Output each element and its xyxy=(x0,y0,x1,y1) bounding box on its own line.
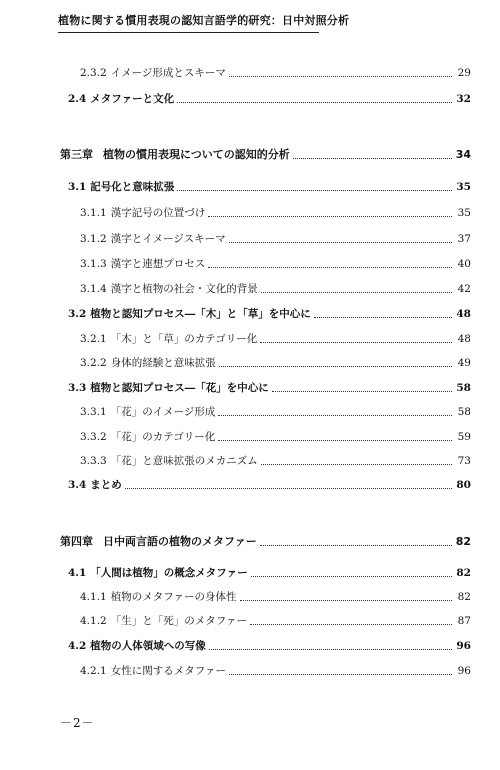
dot-leader xyxy=(177,190,452,191)
dot-leader xyxy=(229,242,452,243)
toc-label: 記号化と意味拡張 xyxy=(90,181,175,193)
dot-leader xyxy=(208,267,452,268)
toc-page-number: 96 xyxy=(457,665,471,677)
toc-label: 漢字と植物の社会・文化的背景 xyxy=(110,283,258,295)
toc-entry xyxy=(68,478,471,492)
dot-leader xyxy=(177,102,452,103)
dot-leader xyxy=(218,415,452,416)
toc-page-number: 49 xyxy=(457,357,471,369)
toc-entry xyxy=(68,639,471,653)
toc-entry xyxy=(80,405,471,419)
dot-leader xyxy=(229,674,452,675)
toc-page-number: 82 xyxy=(455,535,471,548)
toc-number: 2.3.2 xyxy=(80,67,107,79)
toc-number: 3.3.3 xyxy=(80,455,107,467)
dot-leader xyxy=(208,216,452,217)
toc-page-number: 48 xyxy=(456,308,471,320)
dot-leader xyxy=(125,488,452,489)
toc-page-number: 59 xyxy=(457,431,471,443)
toc-number: 3.1.2 xyxy=(80,233,107,245)
toc-entry xyxy=(68,92,471,106)
toc-entry xyxy=(68,180,471,194)
page-number: －2－ xyxy=(60,716,95,730)
toc-label: 植物と認知プロセス―「花」を中心に xyxy=(90,382,269,394)
dot-leader xyxy=(261,464,452,465)
toc-number: 3.2 xyxy=(68,308,87,320)
toc-label: 「木」と「草」のカテゴリー化 xyxy=(110,333,258,345)
toc-label: イメージ形成とスキーマ xyxy=(110,67,226,79)
toc-number: 3.1.3 xyxy=(80,258,107,270)
toc-entry xyxy=(68,381,471,395)
toc-entry xyxy=(80,282,471,296)
toc-label: 「花」のカテゴリー化 xyxy=(110,431,216,443)
toc-entry xyxy=(80,66,471,80)
dot-leader xyxy=(250,624,452,625)
toc-number: 第三章 xyxy=(60,148,93,161)
toc-entry xyxy=(80,664,471,678)
running-header: 植物に関する慣用表現の認知言語学的研究：日中対照分析 xyxy=(58,12,319,33)
toc-label: 漢字と連想プロセス xyxy=(110,258,206,270)
toc-number: 3.4 xyxy=(68,479,87,491)
toc-number: 4.1.1 xyxy=(80,591,107,603)
toc-number: 3.3 xyxy=(68,382,87,394)
toc-entry xyxy=(80,206,471,220)
dot-leader xyxy=(272,391,452,392)
toc-number: 3.3.1 xyxy=(80,406,107,418)
dot-leader xyxy=(229,76,452,77)
toc-entry xyxy=(68,307,471,321)
toc-entry xyxy=(68,566,471,580)
toc-number: 3.3.2 xyxy=(80,431,107,443)
toc-page-number: 82 xyxy=(457,591,471,603)
toc-entry xyxy=(60,148,471,162)
toc-label: 「花」のイメージ形成 xyxy=(110,406,216,418)
dot-leader xyxy=(219,366,452,367)
toc-number: 4.1.2 xyxy=(80,615,107,627)
toc-page-number: 87 xyxy=(457,615,471,627)
toc-page-number: 58 xyxy=(457,406,471,418)
toc-entry xyxy=(80,257,471,271)
toc-number: 3.1.1 xyxy=(80,207,107,219)
toc-number: 3.2.2 xyxy=(80,357,107,369)
dot-leader xyxy=(240,600,452,601)
toc-page-number: 58 xyxy=(456,382,471,394)
dot-leader xyxy=(314,317,452,318)
toc-number: 4.2 xyxy=(68,640,87,652)
toc-page-number: 73 xyxy=(457,455,471,467)
dot-leader xyxy=(293,158,452,159)
toc-number: 3.1.4 xyxy=(80,283,107,295)
toc-label: 「人間は植物」の概念メタファー xyxy=(90,567,248,579)
toc-label: 植物と認知プロセス―「木」と「草」を中心に xyxy=(90,308,311,320)
toc-label: 日中両言語の植物のメタファー xyxy=(103,535,257,548)
toc-page-number: 82 xyxy=(456,567,471,579)
dot-leader xyxy=(260,342,452,343)
toc-page-number: 35 xyxy=(456,181,471,193)
toc-label: メタファーと文化 xyxy=(90,93,175,105)
toc-entry xyxy=(80,590,471,604)
dot-leader xyxy=(218,440,452,441)
toc-page-number: 40 xyxy=(457,258,471,270)
toc-entry xyxy=(80,454,471,468)
toc-page-number: 34 xyxy=(455,148,471,161)
toc-number: 4.1 xyxy=(68,567,87,579)
toc-entry xyxy=(80,332,471,346)
toc-label: 漢字とイメージスキーマ xyxy=(110,233,226,245)
toc-label: 漢字記号の位置づけ xyxy=(110,207,206,219)
toc-label: 植物の人体領域への写像 xyxy=(90,640,206,652)
toc-entry xyxy=(80,430,471,444)
dot-leader xyxy=(251,576,452,577)
toc-entry xyxy=(80,356,471,370)
toc-number: 3.2.1 xyxy=(80,333,107,345)
toc-page-number: 29 xyxy=(457,67,471,79)
toc-page-number: 80 xyxy=(456,479,471,491)
toc-number: 3.1 xyxy=(68,181,87,193)
toc-entry xyxy=(80,232,471,246)
toc-page-number: 35 xyxy=(457,207,471,219)
toc-label: まとめ xyxy=(90,479,122,491)
toc-page-number: 48 xyxy=(457,333,471,345)
toc-number: 第四章 xyxy=(60,535,93,548)
toc-number: 4.2.1 xyxy=(80,665,107,677)
toc-page-number: 96 xyxy=(456,640,471,652)
dot-leader xyxy=(261,292,452,293)
toc-label: 「花」と意味拡張のメカニズム xyxy=(110,455,258,467)
toc-label: 女性に関するメタファー xyxy=(110,665,227,677)
toc-entry xyxy=(80,614,471,628)
toc-label: 身体的経験と意味拡張 xyxy=(110,357,216,369)
toc-label: 植物の慣用表現についての認知的分析 xyxy=(103,148,290,161)
dot-leader xyxy=(209,649,452,650)
toc-page-number: 32 xyxy=(456,93,471,105)
toc-page-number: 37 xyxy=(457,233,471,245)
toc-number: 2.4 xyxy=(68,93,87,105)
toc-entry xyxy=(60,535,471,549)
dot-leader xyxy=(260,545,452,546)
toc-label: 植物のメタファーの身体性 xyxy=(110,591,237,603)
toc-label: 「生」と「死」のメタファー xyxy=(110,615,248,627)
toc-page-number: 42 xyxy=(457,283,471,295)
